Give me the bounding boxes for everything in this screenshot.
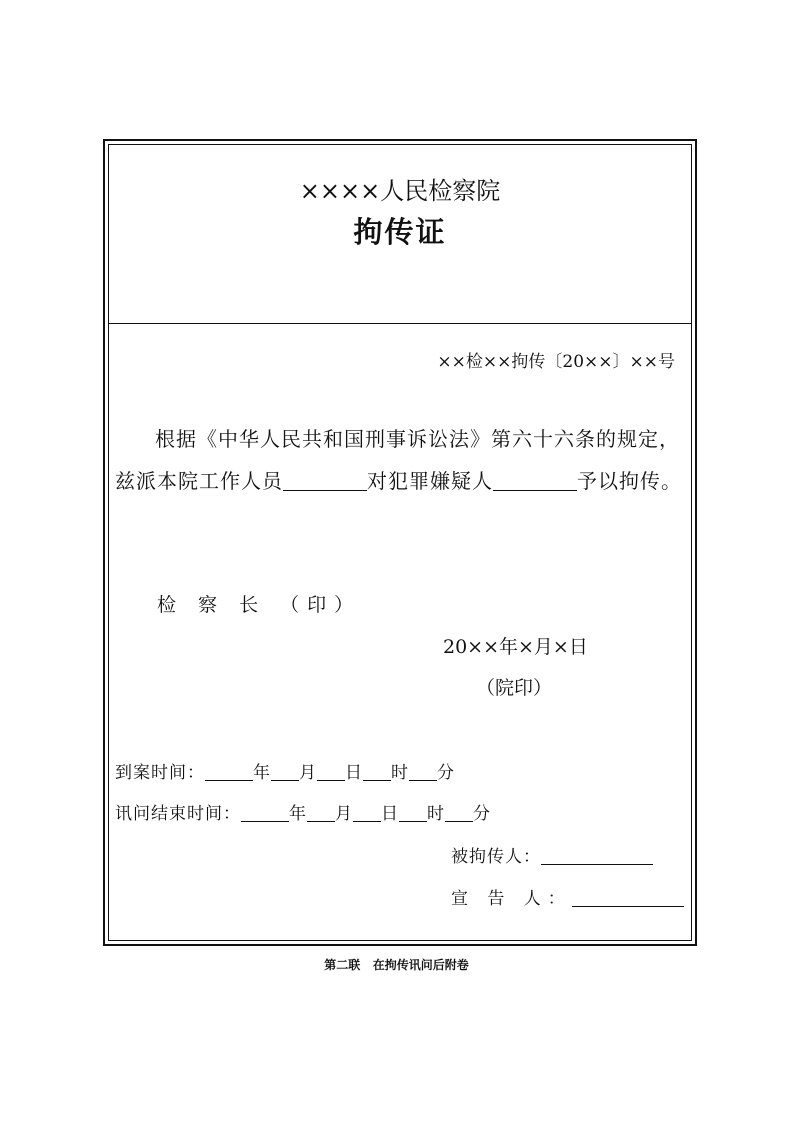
arrival-day-blank[interactable]	[317, 763, 345, 781]
suspect-name-blank[interactable]	[493, 470, 577, 491]
staff-name-blank[interactable]	[283, 470, 367, 491]
body-paragraph-2	[115, 465, 682, 494]
end-day-blank[interactable]	[353, 804, 381, 822]
arrival-year-blank[interactable]	[205, 763, 253, 781]
minute-label: 分	[473, 804, 491, 824]
issue-date: 20××年×月×日	[443, 636, 588, 658]
chief-prosecutor-signature: 检 察 长 （印）	[157, 594, 362, 616]
arrival-month-blank[interactable]	[271, 763, 299, 781]
minute-label: 分	[437, 763, 455, 783]
para2-part-c: 予以拘传。	[577, 469, 682, 493]
detained-person-signature-blank[interactable]	[541, 847, 653, 865]
announcer-label: 宣 告 人：	[451, 889, 572, 909]
arrival-hour-blank[interactable]	[363, 763, 391, 781]
end-time-row	[115, 799, 491, 824]
hour-label: 时	[427, 804, 445, 824]
document-title: 拘传证	[353, 215, 447, 249]
arrival-time-row	[115, 758, 455, 783]
year-label: 年	[253, 763, 271, 783]
hour-label: 时	[391, 763, 409, 783]
announcer-signature-row	[451, 884, 684, 909]
para2-part-b: 对犯罪嫌疑人	[367, 469, 493, 493]
year-label: 年	[289, 804, 307, 824]
document-number: ××检××拘传〔20××〕××号	[437, 352, 675, 372]
court-seal: （院印）	[476, 677, 553, 699]
body-paragraph-1: 根据《中华人民共和国刑事诉讼法》第六十六条的规定，	[155, 427, 680, 451]
para2-part-a: 兹派本院工作人员	[115, 469, 283, 493]
arrival-minute-blank[interactable]	[409, 763, 437, 781]
day-label: 日	[345, 763, 363, 783]
header-divider	[108, 323, 692, 324]
court-name: ××××人民检察院	[299, 177, 501, 205]
end-hour-blank[interactable]	[399, 804, 427, 822]
day-label: 日	[381, 804, 399, 824]
end-minute-blank[interactable]	[445, 804, 473, 822]
detained-person-signature-row	[451, 842, 653, 867]
detained-person-label: 被拘传人：	[451, 847, 541, 867]
month-label: 月	[335, 804, 353, 824]
end-year-blank[interactable]	[241, 804, 289, 822]
end-time-label: 讯问结束时间：	[115, 804, 241, 824]
month-label: 月	[299, 763, 317, 783]
arrival-time-label: 到案时间：	[115, 763, 205, 783]
copy-note-footer: 第二联 在拘传讯问后附卷	[324, 958, 469, 972]
end-month-blank[interactable]	[307, 804, 335, 822]
announcer-signature-blank[interactable]	[572, 889, 684, 907]
